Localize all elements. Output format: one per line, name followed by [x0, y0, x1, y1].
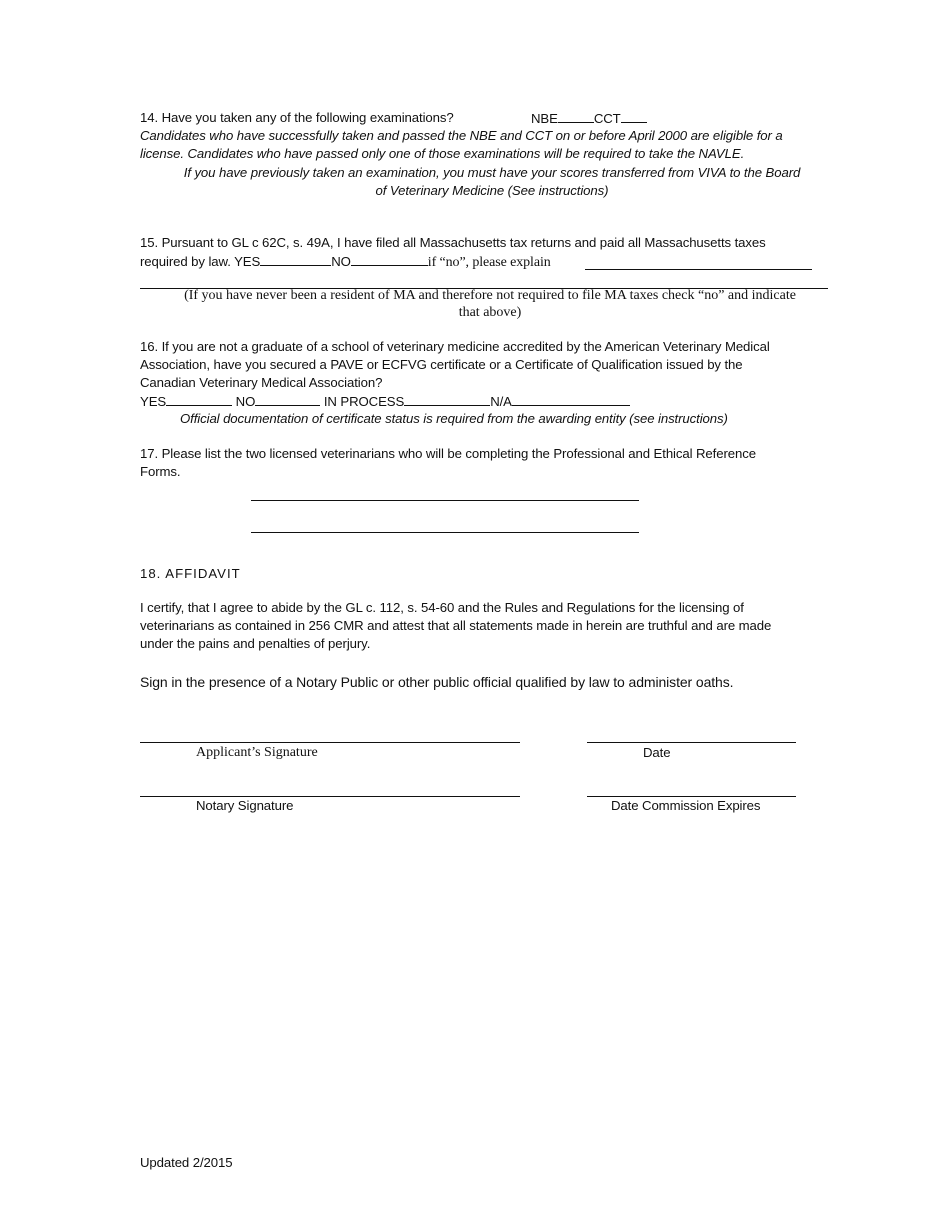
q16-line3: Canadian Veterinary Medical Association?	[140, 375, 383, 390]
q16-answer-row	[140, 393, 630, 409]
applicant-signature-field[interactable]	[140, 742, 520, 743]
affidavit-line3: under the pains and penalties of perjury.	[140, 636, 371, 651]
reference-vet-1-field[interactable]	[251, 500, 639, 501]
applicant-signature-label: Applicant’s Signature	[196, 745, 318, 760]
q15-no-label: NO	[331, 254, 351, 269]
nbe-field[interactable]	[558, 110, 594, 123]
q14-exam-fields	[531, 110, 647, 126]
commission-expires-field[interactable]	[587, 796, 796, 797]
affidavit-heading: 18. AFFIDAVIT	[140, 566, 241, 581]
q15-explain-field[interactable]	[585, 269, 812, 270]
q17-line1: 17. Please list the two licensed veterinarians who will be completing the Professional and Ethical Reference	[140, 446, 756, 461]
notary-signature-field[interactable]	[140, 796, 520, 797]
q15-answer-row	[140, 253, 551, 271]
q16-in-process-label: IN PROCESS	[323, 394, 405, 409]
q16-line2: Association, have you secured a PAVE or ECFVG certificate or a Certificate of Qualification issued by the	[140, 357, 743, 372]
q15-yes-field[interactable]	[260, 253, 331, 266]
applicant-date-field[interactable]	[587, 742, 796, 743]
q16-no-field[interactable]	[255, 393, 320, 406]
q15-if-no-label: if “no”, please explain	[427, 255, 551, 270]
reference-vet-2-field[interactable]	[251, 532, 639, 533]
affidavit-line2: veterinarians as contained in 256 CMR and attest that all statements made in herein are truthful and are made	[140, 618, 772, 633]
q14-question-row	[140, 110, 454, 125]
cct-label: CCT	[593, 111, 621, 126]
q16-note: Official documentation of certificate status is required from the awarding entity (see instructions)	[180, 411, 728, 426]
q16-no-label: NO	[235, 394, 256, 409]
notary-signature-label: Notary Signature	[196, 798, 294, 813]
nbe-label: NBE	[531, 111, 558, 126]
affidavit-line1: I certify, that I agree to abide by the GL c. 112, s. 54-60 and the Rules and Regulations for the licensing of	[140, 600, 744, 615]
updated-date: Updated 2/2015	[140, 1155, 233, 1170]
q14-question: 14. Have you taken any of the following examinations?	[140, 110, 454, 125]
q14-note-line4: of Veterinary Medicine (See instructions)	[375, 183, 609, 198]
q15-yes-label: required by law. YES	[140, 254, 261, 269]
q16-in-process-field[interactable]	[404, 393, 490, 406]
q14-note-line2: license. Candidates who have passed only one of those examinations will be required to take the NAVLE.	[140, 146, 745, 161]
q17-line2: Forms.	[140, 464, 181, 479]
q15-note-line1: (If you have never been a resident of MA and therefore not required to file MA taxes check “no” and indicate	[184, 288, 796, 303]
q16-line1: 16. If you are not a graduate of a school of veterinary medicine accredited by the American Veterinary Medical	[140, 339, 770, 354]
notary-instruction: Sign in the presence of a Notary Public or other public official qualified by law to administer oaths.	[140, 674, 734, 690]
q15-line1: 15. Pursuant to GL c 62C, s. 49A, I have filed all Massachusetts tax returns and paid all Massachusetts taxes	[140, 235, 766, 250]
q16-na-label: N/A	[490, 394, 512, 409]
date-label: Date	[643, 745, 671, 760]
q16-na-field[interactable]	[512, 393, 630, 406]
commission-expires-label: Date Commission Expires	[611, 798, 761, 813]
q15-note-line2: that above)	[458, 305, 522, 320]
q16-yes-label: YES	[140, 394, 167, 409]
q16-yes-field[interactable]	[166, 393, 232, 406]
cct-field[interactable]	[621, 110, 647, 123]
q15-no-field[interactable]	[351, 253, 428, 266]
q14-note-line1: Candidates who have successfully taken and passed the NBE and CCT on or before April 2000 are eligible for a	[140, 128, 783, 143]
q14-note-line3: If you have previously taken an examination, you must have your scores transferred from VIVA to the Board	[183, 165, 801, 180]
